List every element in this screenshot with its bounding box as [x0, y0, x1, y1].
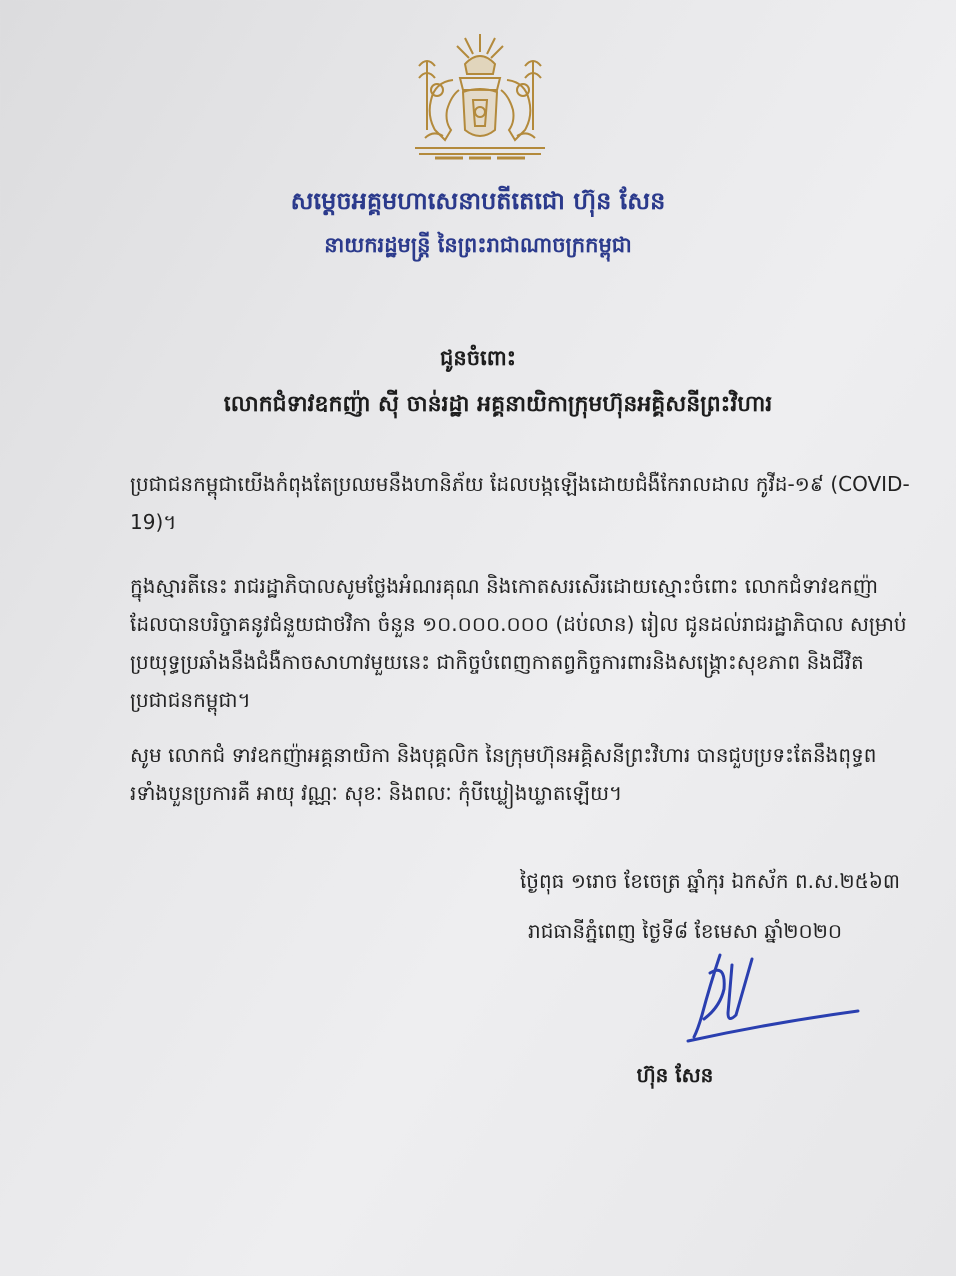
- solar-date: រាជធានីភ្នំពេញ ថ្ងៃទី៨ ខែមេសា ឆ្នាំ២០២០: [528, 919, 842, 943]
- body-paragraph-1: ប្រជាជនកម្ពុជាយើងកំពុងតែប្រឈមនឹងហានិភ័យ ដែលបង្កឡើងដោយជំងឺកែរាលដាល កូវីដ-១៩ (COVID-19)។: [130, 472, 910, 534]
- sender-position: នាយករដ្ឋមន្ត្រី នៃព្រះរាជាណាចក្រកម្ពុជា: [324, 232, 632, 257]
- signer-name: ហ៊ុន សែន: [636, 1063, 714, 1087]
- handwritten-signature-icon: [680, 945, 870, 1045]
- sender-title: សម្តេចអគ្គមហាសេនាបតីតេជោ ហ៊ុន សែន: [290, 186, 666, 215]
- addressee-label: ជូនចំពោះ: [440, 345, 516, 370]
- body-paragraph-3: សូម លោកជំ ទាវឧកញ៉ាអគ្គនាយិកា និងបុគ្គលិក នៃក្រុមហ៊ុនអគ្គិសនីព្រះវិហារ បានជួបប្រទះតែនឹងពុទ្ធពរទាំងបួនប្រការគឺ អាយុ វណ្ណៈ សុខៈ និងពលៈ កុំបីឃ្លៀងឃ្លាតឡើយ។: [130, 743, 877, 805]
- royal-coat-of-arms-icon: [405, 30, 555, 170]
- body-paragraph-2: ក្នុងស្មារតីនេះ រាជរដ្ឋាភិបាលសូមថ្លែងអំណរគុណ និងកោតសរសើរដោយស្មោះចំពោះ លោកជំទាវឧកញ៉ា ដែលបានបរិច្ចាគនូវជំនួយជាថវិកា ចំនួន ១០.០០០.០០០ (ដប់លាន) រៀល ជូនដល់រាជរដ្ឋាភិបាល សម្រាប់ប្រយុទ្ធប្រឆាំងនឹងជំងឺកាចសាហាវមួយនេះ ជាកិច្ចបំពេញកាតព្វកិច្ចការពារនិងសង្គ្រោះសុខភាព និងជីវិតប្រជាជនកម្ពុជា។: [130, 574, 907, 712]
- lunar-date: ថ្ងៃពុធ ១រោច ខែចេត្រ ឆ្នាំកុរ ឯកស័ក ព.ស.២៥៦៣: [519, 869, 900, 893]
- addressee-name: លោកជំទាវឧកញ៉ា ស៊ី ចាន់រដ្ឋា អគ្គនាយិកាក្រុមហ៊ុនអគ្គិសនីព្រះវិហារ: [223, 391, 773, 417]
